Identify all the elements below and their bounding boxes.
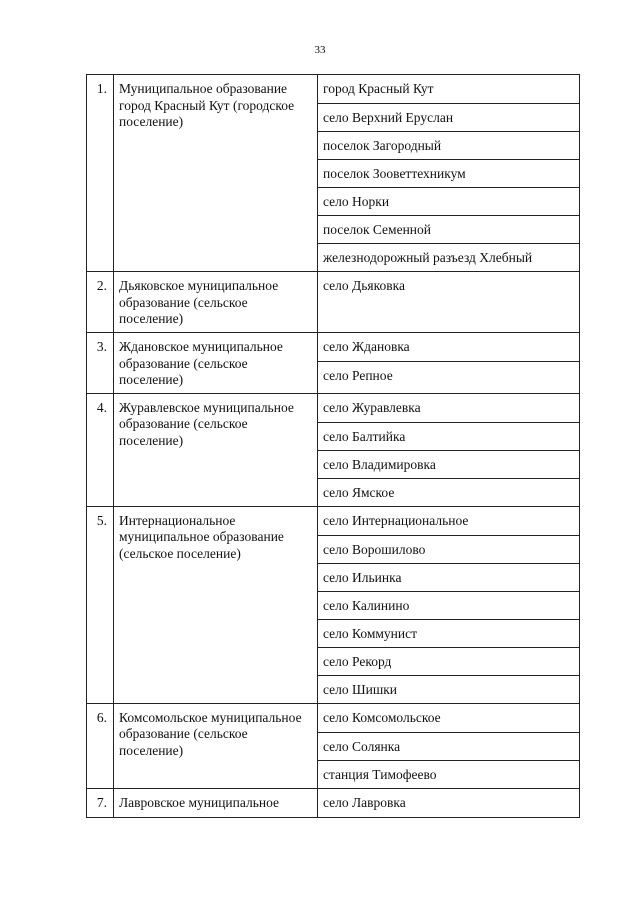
page-number: 33: [314, 44, 326, 56]
row-number: 4.: [87, 393, 114, 506]
settlement-item: поселок Зооветтехникум: [318, 159, 579, 187]
settlements-cell: [318, 333, 580, 394]
settlement-item: село Ямское: [318, 478, 579, 506]
settlement-item: село Балтийка: [318, 422, 579, 450]
settlement-item: село Рекорд: [318, 647, 579, 675]
settlement-item: село Журавлевка: [323, 399, 421, 415]
row-number: 7.: [87, 788, 114, 817]
municipality-name: Муниципальное образование город Красный Кут (городское поселение): [114, 75, 318, 272]
settlement-item: село Норки: [318, 187, 579, 215]
municipality-name: Ждановское муниципальное образование (сельское поселение): [114, 333, 318, 394]
settlement-item: село Шишки: [318, 675, 579, 703]
row-number: 6.: [87, 703, 114, 788]
settlement-item: железнодорожный разъезд Хлебный: [318, 243, 579, 271]
table-row: [87, 75, 580, 272]
table-row: [87, 333, 580, 394]
settlement-item: село Владимировка: [318, 450, 579, 478]
settlement-item: село Ждановка: [323, 339, 410, 354]
table-row: [87, 272, 580, 333]
settlement-item: село Калинино: [318, 591, 579, 619]
row-number: 5.: [87, 506, 114, 703]
settlement-item: село Интернациональное: [323, 512, 469, 528]
table-row: [87, 703, 580, 788]
municipality-name: Дьяковское муниципальное образование (сельское поселение): [114, 272, 318, 333]
settlement-item: село Верхний Еруслан: [318, 103, 579, 131]
settlement-item: село Ильинка: [318, 563, 579, 591]
settlements-cell: [318, 272, 580, 333]
settlement-item: поселок Семенной: [318, 215, 579, 243]
table-row: [87, 506, 580, 703]
settlement-item: село Солянка: [318, 732, 579, 760]
settlement-item: село Лавровка: [323, 794, 406, 810]
table-row: [87, 788, 580, 817]
settlement-item: поселок Загородный: [318, 131, 579, 159]
settlement-item: станция Тимофеево: [318, 760, 579, 788]
municipality-name: Журавлевское муниципальное образование (сельское поселение): [114, 393, 318, 506]
settlements-cell: [318, 506, 580, 703]
settlement-item: село Ворошилово: [318, 535, 579, 563]
municipality-name: Лавровское муниципальное: [114, 788, 318, 817]
row-number: 3.: [87, 333, 114, 394]
settlement-item: город Красный Кут: [323, 81, 434, 96]
row-number: 2.: [87, 272, 114, 333]
settlements-cell: [318, 75, 580, 272]
settlements-cell: [318, 788, 580, 817]
settlement-item: село Комсомольское: [323, 709, 441, 725]
settlement-item: село Репное: [318, 361, 579, 389]
settlements-cell: [318, 393, 580, 506]
municipalities-table: [86, 74, 580, 818]
municipality-name: Комсомольское муниципальное образование (сельское поселение): [114, 703, 318, 788]
settlement-item: село Дьяковка: [323, 278, 405, 293]
settlements-cell: [318, 703, 580, 788]
table-body: [87, 75, 580, 818]
row-number: 1.: [87, 75, 114, 272]
table-row: [87, 393, 580, 506]
settlement-item: село Коммунист: [318, 619, 579, 647]
municipality-name: Интернациональное муниципальное образование (сельское поселение): [114, 506, 318, 703]
